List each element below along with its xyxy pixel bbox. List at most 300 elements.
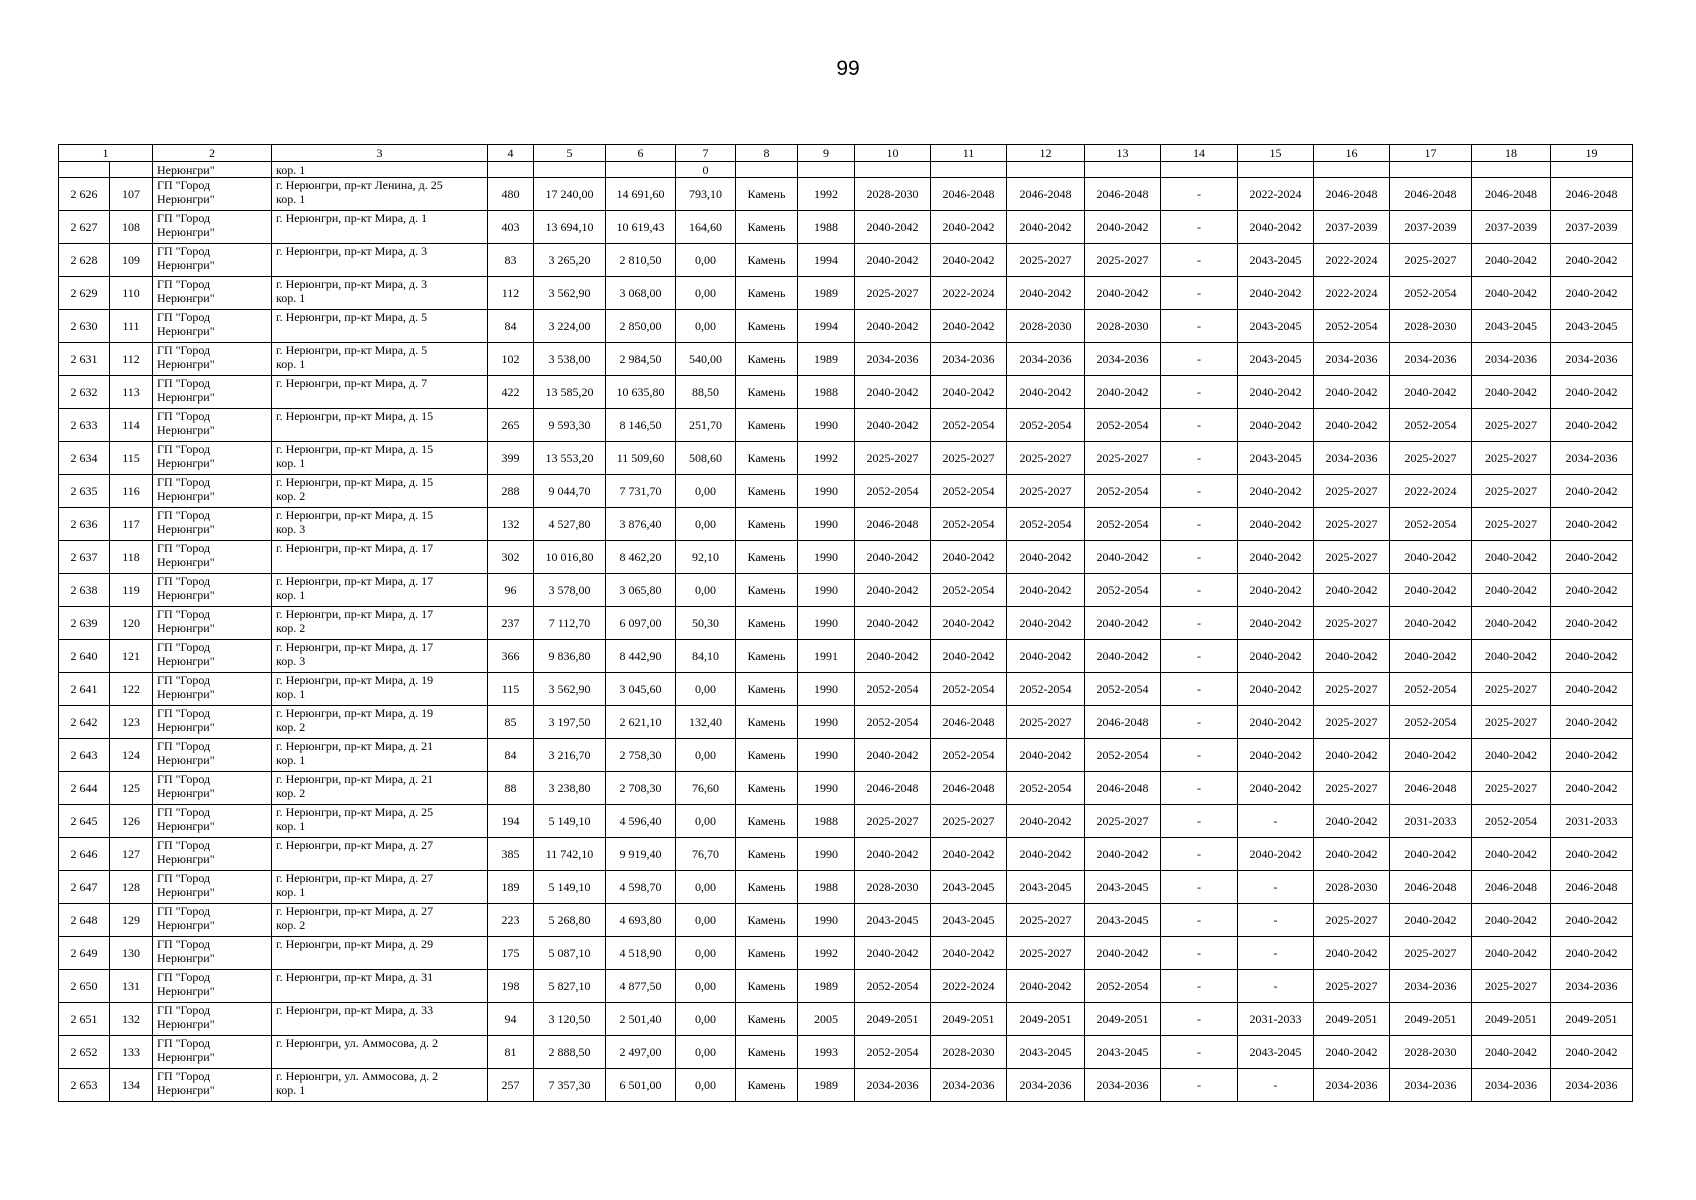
table-cell: Камень: [736, 838, 798, 871]
table-cell: 2043-2045: [1238, 442, 1314, 475]
table-cell: 175: [488, 937, 534, 970]
table-cell: 0,00: [676, 904, 736, 937]
table-cell: 2 652: [59, 1036, 110, 1069]
table-cell: 8 442,90: [606, 640, 676, 673]
table-cell: г. Нерюнгри, пр-кт Мира, д. 17 кор. 1: [272, 574, 488, 607]
table-cell: 1992: [798, 442, 855, 475]
table-cell: 2025-2027: [1085, 244, 1161, 277]
table-cell: 2040-2042: [1551, 1036, 1633, 1069]
table-cell: 2025-2027: [1314, 673, 1390, 706]
table-cell: 2052-2054: [1390, 706, 1472, 739]
table-cell: 1992: [798, 937, 855, 970]
table-cell: г. Нерюнгри, пр-кт Мира, д. 21 кор. 1: [272, 739, 488, 772]
table-cell: 2040-2042: [1238, 475, 1314, 508]
table-cell: 1990: [798, 475, 855, 508]
table-cell: 2040-2042: [1007, 607, 1085, 640]
table-cell: 2025-2027: [1007, 706, 1085, 739]
table-cell: 2040-2042: [1472, 244, 1551, 277]
table-cell: 2043-2045: [1238, 244, 1314, 277]
table-cell: [59, 162, 110, 178]
table-cell: 164,60: [676, 211, 736, 244]
table-cell: 2040-2042: [1238, 541, 1314, 574]
table-cell: -: [1161, 904, 1238, 937]
table-cell: 2052-2054: [855, 970, 931, 1003]
table-cell: -: [1161, 574, 1238, 607]
table-cell: г. Нерюнгри, пр-кт Мира, д. 27 кор. 2: [272, 904, 488, 937]
table-cell: Камень: [736, 805, 798, 838]
table-row: [59, 310, 1633, 343]
table-cell: 399: [488, 442, 534, 475]
table-cell: 2 984,50: [606, 343, 676, 376]
table-cell: 2043-2045: [1007, 1036, 1085, 1069]
header-cell: 18: [1472, 145, 1551, 162]
table-cell: 84,10: [676, 640, 736, 673]
table-cell: Камень: [736, 277, 798, 310]
table-cell: 132: [488, 508, 534, 541]
table-cell: 2040-2042: [1007, 739, 1085, 772]
table-cell: [1161, 162, 1238, 178]
header-cell: 2: [153, 145, 272, 162]
table-cell: 2040-2042: [855, 937, 931, 970]
table-cell: [931, 162, 1007, 178]
table-cell: 2040-2042: [1007, 640, 1085, 673]
table-cell: 2040-2042: [931, 244, 1007, 277]
table-cell: 2052-2054: [931, 673, 1007, 706]
table-cell: 2040-2042: [1551, 277, 1633, 310]
table-cell: -: [1161, 805, 1238, 838]
table-cell: 124: [110, 739, 153, 772]
header-cell: 1: [59, 145, 153, 162]
table-cell: -: [1238, 970, 1314, 1003]
table-cell: г. Нерюнгри, пр-кт Мира, д. 5 кор. 1: [272, 343, 488, 376]
table-cell: 2 644: [59, 772, 110, 805]
table-cell: 2 632: [59, 376, 110, 409]
table-cell: 133: [110, 1036, 153, 1069]
table-row: [59, 838, 1633, 871]
table-cell: г. Нерюнгри, пр-кт Мира, д. 15 кор. 2: [272, 475, 488, 508]
table-cell: 1989: [798, 277, 855, 310]
table-cell: 5 087,10: [534, 937, 606, 970]
table-cell: 2052-2054: [931, 574, 1007, 607]
header-cell: 17: [1390, 145, 1472, 162]
table-cell: 7 357,30: [534, 1069, 606, 1102]
table-cell: 9 919,40: [606, 838, 676, 871]
table-cell: 2028-2030: [1390, 310, 1472, 343]
table-cell: 2028-2030: [1007, 310, 1085, 343]
table-cell: 2022-2024: [1314, 244, 1390, 277]
table-cell: -: [1161, 1003, 1238, 1036]
header-cell: 12: [1007, 145, 1085, 162]
table-cell: 1991: [798, 640, 855, 673]
table-cell: -: [1161, 376, 1238, 409]
table-cell: -: [1238, 937, 1314, 970]
table-cell: 115: [110, 442, 153, 475]
table-cell: 2034-2036: [855, 1069, 931, 1102]
table-cell: 2046-2048: [1551, 871, 1633, 904]
table-cell: 2022-2024: [931, 277, 1007, 310]
table-cell: 3 065,80: [606, 574, 676, 607]
table-cell: 2040-2042: [1314, 805, 1390, 838]
header-cell: 7: [676, 145, 736, 162]
table-cell: 1988: [798, 211, 855, 244]
table-cell: 2034-2036: [1390, 1069, 1472, 1102]
table-cell: 2049-2051: [855, 1003, 931, 1036]
table-cell: -: [1161, 838, 1238, 871]
table-cell: [1085, 162, 1161, 178]
table-cell: 1990: [798, 838, 855, 871]
table-cell: ГП "Город Нерюнгри": [153, 178, 272, 211]
header-cell: 15: [1238, 145, 1314, 162]
table-cell: Камень: [736, 343, 798, 376]
table-cell: 110: [110, 277, 153, 310]
table-cell: 2040-2042: [855, 574, 931, 607]
table-cell: 2040-2042: [1472, 904, 1551, 937]
table-cell: ГП "Город Нерюнгри": [153, 904, 272, 937]
table-cell: 3 538,00: [534, 343, 606, 376]
table-cell: 13 585,20: [534, 376, 606, 409]
table-cell: -: [1161, 508, 1238, 541]
table-cell: 2040-2042: [1314, 838, 1390, 871]
table-cell: 5 149,10: [534, 871, 606, 904]
table-cell: ГП "Город Нерюнгри": [153, 475, 272, 508]
table-cell: 3 216,70: [534, 739, 606, 772]
table-cell: 85: [488, 706, 534, 739]
table-cell: 2025-2027: [1085, 805, 1161, 838]
table-cell: 2049-2051: [1390, 1003, 1472, 1036]
table-row: [59, 442, 1633, 475]
table-cell: г. Нерюнгри, пр-кт Мира, д. 3 кор. 1: [272, 277, 488, 310]
table-cell: 2049-2051: [1314, 1003, 1390, 1036]
table-cell: 2040-2042: [1551, 376, 1633, 409]
table-cell: 122: [110, 673, 153, 706]
table-cell: 2040-2042: [1085, 607, 1161, 640]
table-cell: ГП "Город Нерюнгри": [153, 970, 272, 1003]
table-cell: 2 850,00: [606, 310, 676, 343]
header-cell: 10: [855, 145, 931, 162]
table-row: [59, 1003, 1633, 1036]
table-cell: ГП "Город Нерюнгри": [153, 409, 272, 442]
table-cell: 1992: [798, 178, 855, 211]
table-cell: кор. 1: [272, 162, 488, 178]
table-cell: 126: [110, 805, 153, 838]
table-cell: 17 240,00: [534, 178, 606, 211]
table-cell: 2025-2027: [1314, 508, 1390, 541]
table-cell: 3 224,00: [534, 310, 606, 343]
table-cell: 2031-2033: [1238, 1003, 1314, 1036]
table-cell: -: [1161, 739, 1238, 772]
table-cell: [1472, 162, 1551, 178]
table-cell: 1990: [798, 772, 855, 805]
table-cell: -: [1161, 772, 1238, 805]
table-cell: [110, 162, 153, 178]
table-cell: 2025-2027: [1314, 706, 1390, 739]
table-cell: Камень: [736, 178, 798, 211]
table-cell: 2040-2042: [1314, 739, 1390, 772]
table-cell: 128: [110, 871, 153, 904]
table-cell: 0: [676, 162, 736, 178]
table-cell: 1990: [798, 508, 855, 541]
table-cell: 2025-2027: [1472, 706, 1551, 739]
table-row: [59, 937, 1633, 970]
table-row: [59, 1036, 1633, 1069]
table-row: [59, 211, 1633, 244]
table-cell: 108: [110, 211, 153, 244]
table-cell: Камень: [736, 1069, 798, 1102]
table-cell: Камень: [736, 871, 798, 904]
table-cell: 2040-2042: [1551, 904, 1633, 937]
table-cell: 2025-2027: [931, 805, 1007, 838]
table-cell: 2040-2042: [855, 640, 931, 673]
table-cell: 2046-2048: [1551, 178, 1633, 211]
table-cell: 0,00: [676, 970, 736, 1003]
table-cell: 422: [488, 376, 534, 409]
table-cell: 2034-2036: [1085, 343, 1161, 376]
table-cell: 127: [110, 838, 153, 871]
table-cell: 2 645: [59, 805, 110, 838]
table-cell: 1988: [798, 376, 855, 409]
table-cell: 2040-2042: [1238, 409, 1314, 442]
table-cell: 2052-2054: [1007, 508, 1085, 541]
table-cell: 2052-2054: [1085, 508, 1161, 541]
table-cell: 2052-2054: [931, 475, 1007, 508]
table-cell: 2046-2048: [1390, 871, 1472, 904]
table-cell: 3 265,20: [534, 244, 606, 277]
table-cell: 2046-2048: [855, 772, 931, 805]
table-cell: 2046-2048: [1472, 871, 1551, 904]
table-cell: 112: [110, 343, 153, 376]
table-cell: 132: [110, 1003, 153, 1036]
table-cell: ГП "Город Нерюнгри": [153, 343, 272, 376]
table-cell: 2034-2036: [1472, 1069, 1551, 1102]
table-cell: 2052-2054: [1390, 508, 1472, 541]
table-cell: 0,00: [676, 805, 736, 838]
table-cell: г. Нерюнгри, пр-кт Мира, д. 27 кор. 1: [272, 871, 488, 904]
table-cell: 2040-2042: [1314, 937, 1390, 970]
table-cell: -: [1161, 475, 1238, 508]
table-cell: 13 553,20: [534, 442, 606, 475]
table-cell: 2028-2030: [1390, 1036, 1472, 1069]
table-cell: 2040-2042: [1007, 574, 1085, 607]
table-cell: -: [1238, 871, 1314, 904]
table-cell: 2 649: [59, 937, 110, 970]
table-cell: 2025-2027: [1472, 475, 1551, 508]
table-cell: г. Нерюнгри, пр-кт Мира, д. 29: [272, 937, 488, 970]
table-cell: 2025-2027: [1085, 442, 1161, 475]
table-cell: 0,00: [676, 937, 736, 970]
table-cell: 2049-2051: [1007, 1003, 1085, 1036]
table-cell: г. Нерюнгри, пр-кт Мира, д. 31: [272, 970, 488, 1003]
table-cell: 1990: [798, 739, 855, 772]
table-cell: 96: [488, 574, 534, 607]
table-cell: 2040-2042: [1314, 574, 1390, 607]
table-cell: 118: [110, 541, 153, 574]
table-cell: 2034-2036: [1472, 343, 1551, 376]
table-cell: 2040-2042: [1390, 541, 1472, 574]
table-cell: г. Нерюнгри, пр-кт Мира, д. 17 кор. 3: [272, 640, 488, 673]
table-cell: 2031-2033: [1551, 805, 1633, 838]
table-cell: 2 646: [59, 838, 110, 871]
table-cell: 13 694,10: [534, 211, 606, 244]
table-cell: [606, 162, 676, 178]
table-cell: 2022-2024: [1314, 277, 1390, 310]
table-cell: 2 640: [59, 640, 110, 673]
table-cell: 2046-2048: [1390, 772, 1472, 805]
table-cell: 2034-2036: [1314, 343, 1390, 376]
table-cell: [488, 162, 534, 178]
table-cell: [534, 162, 606, 178]
table-cell: 2028-2030: [855, 871, 931, 904]
table-cell: 2040-2042: [1551, 673, 1633, 706]
table-cell: -: [1161, 442, 1238, 475]
table-cell: 2040-2042: [1238, 772, 1314, 805]
table-cell: 237: [488, 607, 534, 640]
table-cell: 2025-2027: [1007, 442, 1085, 475]
header-cell: 13: [1085, 145, 1161, 162]
table-cell: 2040-2042: [1472, 838, 1551, 871]
table-cell: 76,60: [676, 772, 736, 805]
table-cell: 2040-2042: [855, 541, 931, 574]
table-cell: 88: [488, 772, 534, 805]
table-cell: Камень: [736, 673, 798, 706]
table-cell: 2037-2039: [1472, 211, 1551, 244]
table-cell: 4 518,90: [606, 937, 676, 970]
table-cell: 2040-2042: [1314, 640, 1390, 673]
table-cell: -: [1161, 970, 1238, 1003]
table-cell: 2040-2042: [855, 607, 931, 640]
table-cell: 2040-2042: [1007, 838, 1085, 871]
table-cell: 5 149,10: [534, 805, 606, 838]
table-row: [59, 805, 1633, 838]
table-cell: 2025-2027: [1314, 904, 1390, 937]
table-cell: 109: [110, 244, 153, 277]
table-cell: 2 497,00: [606, 1036, 676, 1069]
table-cell: 2025-2027: [1314, 541, 1390, 574]
table-cell: ГП "Город Нерюнгри": [153, 838, 272, 871]
table-cell: -: [1161, 409, 1238, 442]
table-cell: 3 197,50: [534, 706, 606, 739]
header-cell: 11: [931, 145, 1007, 162]
table-cell: 1990: [798, 706, 855, 739]
table-cell: 403: [488, 211, 534, 244]
table-cell: 2025-2027: [855, 277, 931, 310]
table-cell: Камень: [736, 475, 798, 508]
table-cell: 2040-2042: [1551, 508, 1633, 541]
table-row: [59, 739, 1633, 772]
table-cell: Камень: [736, 244, 798, 277]
table-cell: 2052-2054: [855, 673, 931, 706]
table-cell: 0,00: [676, 574, 736, 607]
table-cell: 2040-2042: [1085, 277, 1161, 310]
table-cell: 194: [488, 805, 534, 838]
table-cell: 1989: [798, 970, 855, 1003]
table-cell: 2046-2048: [1085, 706, 1161, 739]
table-cell: 107: [110, 178, 153, 211]
table-cell: Камень: [736, 904, 798, 937]
table-cell: 2040-2042: [1238, 277, 1314, 310]
table-cell: 2052-2054: [1085, 574, 1161, 607]
table-row: [59, 904, 1633, 937]
table-cell: [1007, 162, 1085, 178]
table-cell: Камень: [736, 376, 798, 409]
table-cell: ГП "Город Нерюнгри": [153, 541, 272, 574]
table-cell: 288: [488, 475, 534, 508]
table-cell: ГП "Город Нерюнгри": [153, 310, 272, 343]
table-row: [59, 640, 1633, 673]
table-row: [59, 871, 1633, 904]
table-cell: 11 509,60: [606, 442, 676, 475]
table-cell: 2040-2042: [1314, 409, 1390, 442]
table-cell: 2040-2042: [1007, 805, 1085, 838]
table-cell: 2040-2042: [1472, 937, 1551, 970]
table-cell: Камень: [736, 1036, 798, 1069]
table-cell: 1994: [798, 310, 855, 343]
table-cell: 2025-2027: [1007, 475, 1085, 508]
table-cell: 2040-2042: [1551, 607, 1633, 640]
table-row: [59, 343, 1633, 376]
table-cell: 0,00: [676, 871, 736, 904]
header-cell: 14: [1161, 145, 1238, 162]
table-cell: г. Нерюнгри, пр-кт Мира, д. 15 кор. 1: [272, 442, 488, 475]
table-cell: 9 593,30: [534, 409, 606, 442]
table-cell: Камень: [736, 409, 798, 442]
table-cell: -: [1161, 607, 1238, 640]
table-row: [59, 475, 1633, 508]
table-cell: 2025-2027: [855, 442, 931, 475]
table-cell: 2 631: [59, 343, 110, 376]
table-cell: -: [1161, 1069, 1238, 1102]
table-cell: ГП "Город Нерюнгри": [153, 673, 272, 706]
table-cell: 2022-2024: [931, 970, 1007, 1003]
table-cell: 1990: [798, 607, 855, 640]
table-cell: Камень: [736, 442, 798, 475]
table-cell: 10 016,80: [534, 541, 606, 574]
table-cell: ГП "Город Нерюнгри": [153, 937, 272, 970]
table-cell: 2040-2042: [1238, 640, 1314, 673]
table-cell: 2034-2036: [1007, 343, 1085, 376]
table-cell: г. Нерюнгри, пр-кт Мира, д. 5: [272, 310, 488, 343]
table-cell: г. Нерюнгри, ул. Аммосова, д. 2: [272, 1036, 488, 1069]
table-cell: 111: [110, 310, 153, 343]
table-cell: 113: [110, 376, 153, 409]
table-cell: 2040-2042: [1314, 1036, 1390, 1069]
table-cell: ГП "Город Нерюнгри": [153, 640, 272, 673]
table-cell: Камень: [736, 772, 798, 805]
table-cell: -: [1238, 1069, 1314, 1102]
table-cell: 2025-2027: [1472, 772, 1551, 805]
table-row: [59, 706, 1633, 739]
table-row: [59, 970, 1633, 1003]
table-cell: [798, 162, 855, 178]
table-cell: 116: [110, 475, 153, 508]
table-cell: 2040-2042: [1472, 574, 1551, 607]
table-cell: 2040-2042: [931, 838, 1007, 871]
table-cell: 2040-2042: [855, 244, 931, 277]
table-cell: 120: [110, 607, 153, 640]
table-cell: 2040-2042: [1390, 640, 1472, 673]
table-cell: 2 634: [59, 442, 110, 475]
table-cell: 2052-2054: [1085, 673, 1161, 706]
table-cell: 2040-2042: [1390, 574, 1472, 607]
table-cell: -: [1161, 178, 1238, 211]
table-cell: 2037-2039: [1551, 211, 1633, 244]
table-cell: Камень: [736, 739, 798, 772]
table-cell: 2025-2027: [1314, 970, 1390, 1003]
table-row: [59, 178, 1633, 211]
table-cell: 2034-2036: [1007, 1069, 1085, 1102]
table-cell: -: [1161, 211, 1238, 244]
header-cell: 5: [534, 145, 606, 162]
table-cell: 2 636: [59, 508, 110, 541]
